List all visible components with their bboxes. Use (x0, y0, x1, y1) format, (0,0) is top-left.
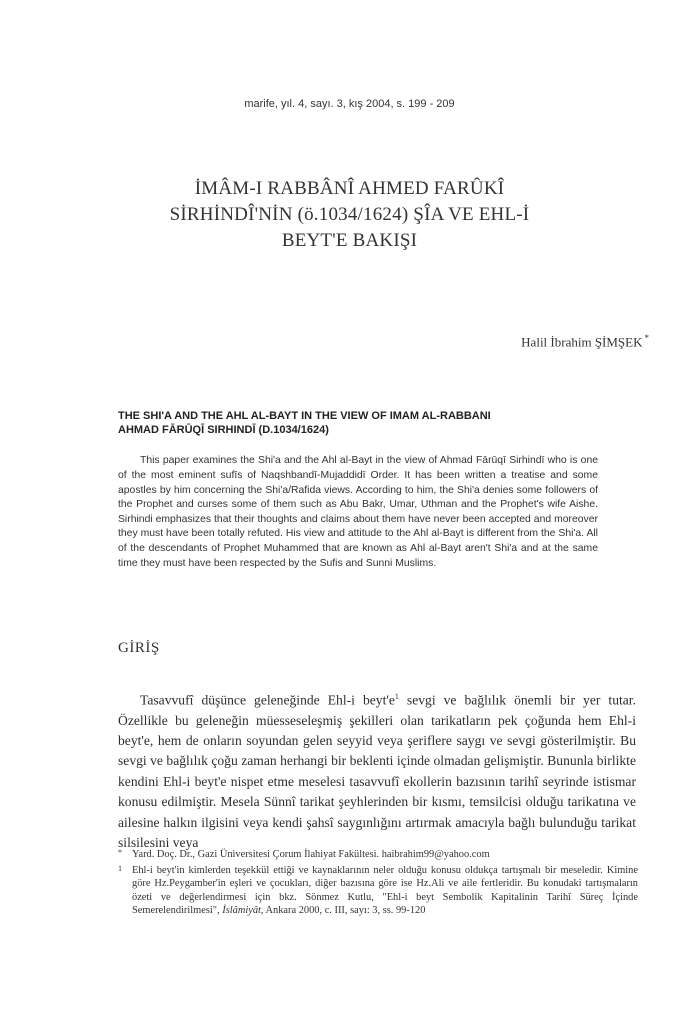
running-head: marife, yıl. 4, sayı. 3, kış 2004, s. 199 - 209 (244, 98, 455, 110)
article-title (60, 176, 639, 254)
title-line-1: İMÂM-I RABBÂNÎ AHMED FARÛKÎ (194, 178, 505, 199)
footnote-text: Ehl-i beyt'in kimlerden teşekkül ettiği ve kaynaklarının neler olduğu konusu oldukça tartışmalı bir meseledir. Kimine göre Hz.Peygamber'in eşleri ve çocukları, diğer bazısına göre ise Hz.Ali ve aile fertleridir. Bu konudaki tartışmaların özeti ve değerlendirmesi için bkz. Sönmez Kutlu, "Ehl-i beyt Sembolik Kapitalinin Tarihî Süreç İçinde Semerelendirilmesi", (132, 864, 638, 917)
english-title-line-1: THE SHI'A AND THE AHL AL-BAYT IN THE VIEW OF IMAM AL-RABBANI (118, 410, 491, 422)
author-name-text: Halil İbrahim ŞİMŞEK (521, 334, 643, 350)
footnote-author (118, 848, 638, 862)
footnote-mark: 1 (118, 863, 122, 873)
english-title (118, 409, 598, 437)
footnote-source-title: İslâmiyât, (222, 905, 264, 917)
english-title-line-2: AHMAD FĀRŪQĪ SIRHINDĪ (D.1034/1624) (118, 424, 329, 436)
body-text-part-1: Tasavvufî düşünce geleneğinde Ehl-i beyt'e (140, 692, 395, 708)
footnote-text-end: Ankara 2000, c. III, sayı: 3, ss. 99-120 (263, 905, 426, 917)
body-paragraph (118, 687, 636, 854)
title-line-3: BEYT'E BAKIŞI (281, 230, 418, 251)
footnote-1 (118, 864, 638, 918)
abstract: This paper examines the Shi'a and the Ahl al-Bayt in the view of Ahmad Fārūqī Sirhindī who is one of the most eminent sufīs of Naqshbandī-Mujaddidī Order. It has been written a treatise and some apostles by him concerning the Shi'a/Rafida views. According to him, the Shi'a denies some followers of the Prophet and curses some of them such as Abu Bakr, Umar, Uthman and the Prophet's wife Aishe. Sirhindi emphasizes that their thoughts and claims about them have never been accepted and moreover they must have been totally refuted. His view and attitude to the Ahl al-Bayt is different from the Shi'a. All of the descendants of Prophet Muhammed that are known as Ahl al-Bayt aren't Shi'a and at the same time they must have been respected by the Sufis and Sunni Muslims. (118, 455, 598, 569)
footnote-ref-1: 1 (394, 691, 399, 701)
author-name (521, 333, 649, 350)
footnotes (118, 848, 638, 920)
author-footnote-mark: * (644, 333, 649, 343)
footnote-mark: * (118, 848, 122, 857)
title-line-2: SİRHİNDÎ'NİN (ö.1034/1624) ŞÎA VE EHL-İ (169, 204, 530, 225)
footnote-text: Yard. Doç. Dr., Gazi Üniversitesi Çorum İlahiyat Fakültesi. haibrahim99@yahoo.com (132, 849, 490, 860)
section-heading: GİRİŞ (118, 640, 160, 656)
body-text-part-2: sevgi ve bağlılık önemli bir yer tutar. Özellikle bu geleneğin müesseseleşmiş şekilleri olan tarikatların pek çoğunda hem Ehl-i beyt'e, hem de onların soyundan gelen seyyid veya şeriflere saygı ve sevgi gösterilmiştir. Bu sevgi ve bağlılık çoğu zaman herhangi bir beklenti içinde olmadan gelişmiştir. Bununla birlikte kendini Ehl-i beyt'e nispet etme meselesi tasavvufî ekollerin bazısının tarihî seyrinde istismar konusu edilmiştir. Mesela Sünnî tarikat şeyhlerinden bir kısmı, temsilcisi olduğu tarikatına ve ailesine halkın ilgisini veya kendi şahsî saygınlığını artırmak amacıyla bağlı bulunduğu tarikat silsilesini veya (118, 692, 636, 850)
